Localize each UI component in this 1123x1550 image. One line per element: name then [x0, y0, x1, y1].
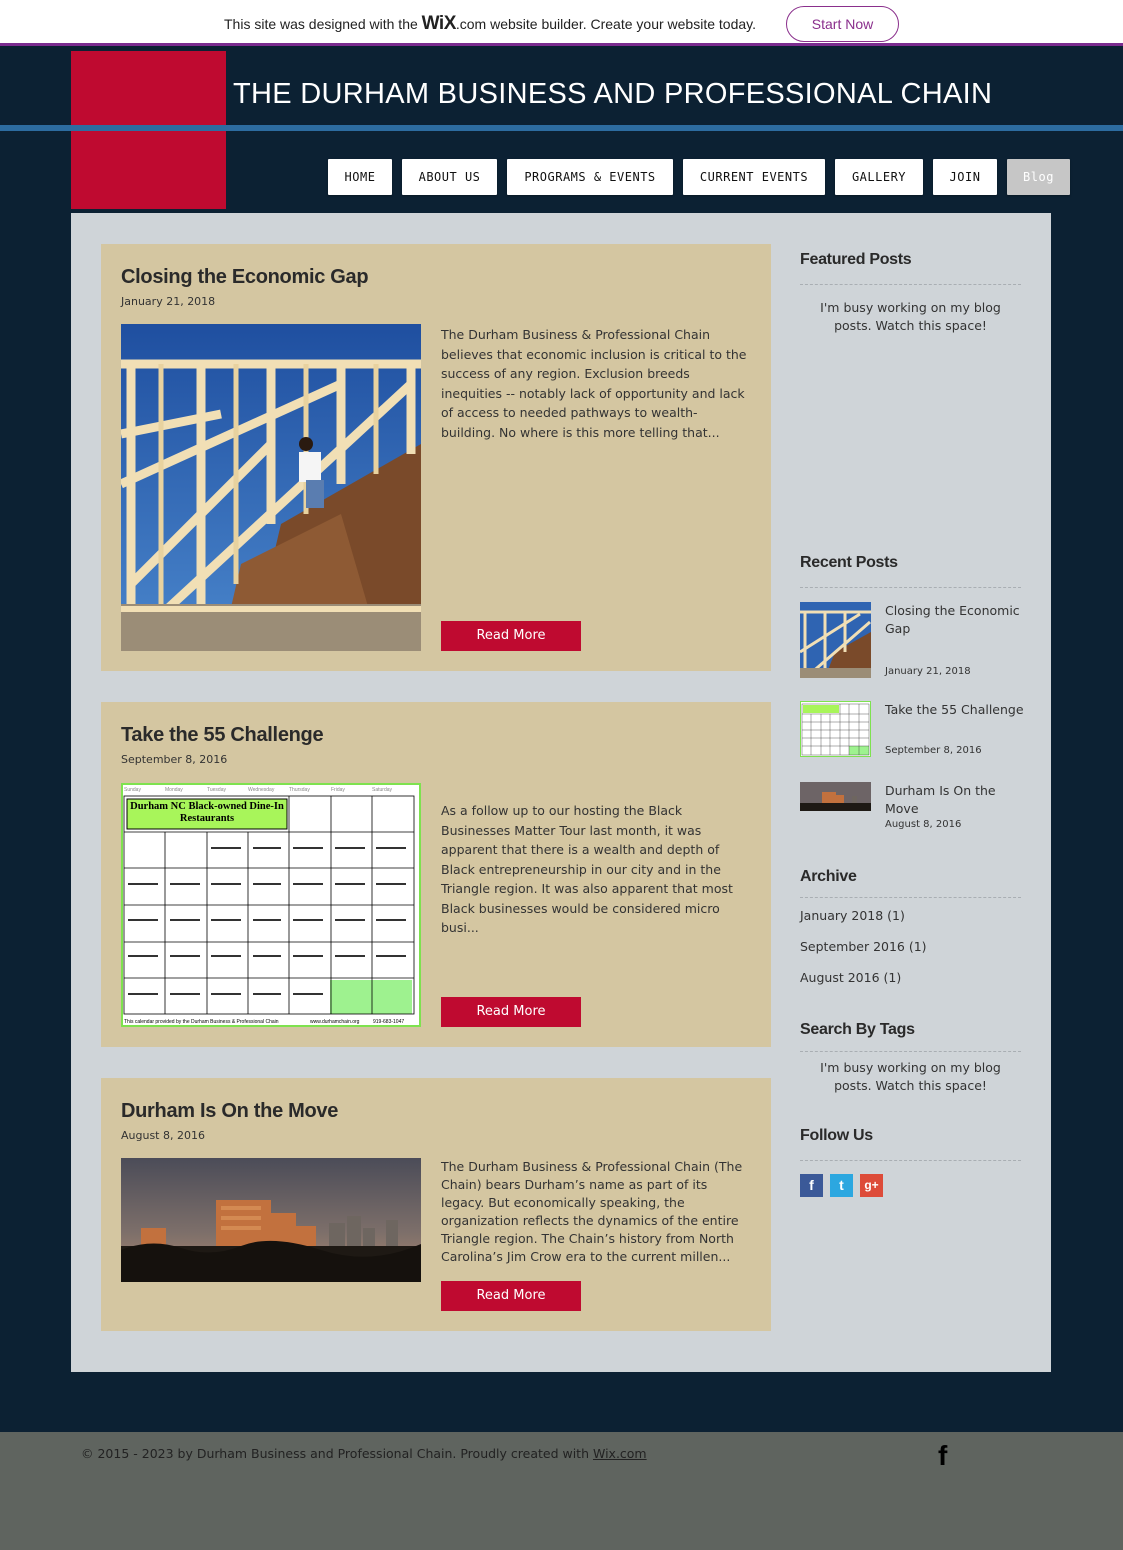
featured-posts-note: I'm busy working on my blog posts. Watch this space!: [820, 300, 1001, 333]
post-date: September 8, 2016: [121, 753, 228, 766]
wix-link[interactable]: Wix.com: [592, 1446, 647, 1461]
recent-post-item[interactable]: [800, 602, 1021, 678]
durham-skyline-thumb: [800, 782, 871, 811]
follow-us-heading: Follow Us: [800, 1127, 873, 1144]
nav-blog[interactable]: Blog: [1007, 159, 1070, 195]
header-rule: [0, 125, 1123, 131]
calendar-footer-phone: 919-683-1047: [373, 1019, 405, 1025]
recent-post-title[interactable]: Durham Is On the Move: [885, 783, 996, 816]
calendar-day-headers: [123, 785, 419, 795]
post-excerpt: As a follow up to our hosting the Black Businesses Matter Tour last month, it was apparent that there is a wealth and depth of Black entrepreneurship in our city and in the Triangle region. It was also apparent that most Black businesses would be considered micro busi...: [441, 803, 733, 935]
house-framing-thumb: [800, 602, 871, 678]
featured-posts-heading: Featured Posts: [800, 251, 912, 268]
blog-panel: [71, 213, 1051, 1372]
calendar-heading: Durham NC Black-owned Dine-In Restaurants: [130, 801, 284, 824]
durham-skyline-image: [121, 1158, 421, 1282]
calendar-footer: [123, 1017, 419, 1027]
divider: [800, 284, 1021, 285]
calendar-day: Tuesday: [207, 787, 226, 793]
wix-logo: WiX: [421, 13, 456, 34]
calendar-day: Monday: [165, 787, 183, 793]
calendar-day: Saturday: [372, 787, 393, 793]
nav-gallery[interactable]: GALLERY: [835, 159, 923, 195]
nav-join[interactable]: JOIN: [933, 159, 997, 195]
recent-posts-heading: Recent Posts: [800, 554, 898, 571]
post-image-durham-skyline[interactable]: [121, 1158, 421, 1282]
archive-heading: Archive: [800, 868, 857, 885]
recent-post-date: September 8, 2016: [885, 745, 982, 756]
recent-post-date: August 8, 2016: [885, 819, 962, 830]
divider: [800, 1051, 1021, 1052]
footer-copyright: [81, 1446, 647, 1461]
divider: [800, 1160, 1021, 1161]
divider: [800, 897, 1021, 898]
calendar-day: Sunday: [124, 787, 141, 793]
calendar-footer-credit: This calendar provided by the Durham Business & Professional Chain: [124, 1019, 279, 1025]
read-more-button[interactable]: Read More: [441, 621, 581, 651]
post-date: August 8, 2016: [121, 1129, 205, 1142]
archive-link[interactable]: January 2018 (1): [800, 908, 905, 923]
twitter-icon[interactable]: t: [830, 1174, 853, 1197]
post-card: [101, 1078, 771, 1331]
google-plus-icon[interactable]: g+: [860, 1174, 883, 1197]
nav-home[interactable]: HOME: [328, 159, 392, 195]
recent-post-thumb[interactable]: [800, 782, 871, 811]
calendar-grid: [123, 795, 419, 1017]
calendar-day: Thursday: [289, 787, 310, 793]
site-title[interactable]: THE DURHAM BUSINESS AND PROFESSIONAL CHAIN: [233, 78, 993, 110]
calendar-day: Wednesday: [248, 787, 275, 793]
read-more-button[interactable]: Read More: [441, 1281, 581, 1311]
nav-about-us[interactable]: ABOUT US: [402, 159, 497, 195]
footer: [0, 1432, 1123, 1550]
post-image-calendar[interactable]: [121, 783, 421, 1027]
post-card: [101, 702, 771, 1047]
nav-programs-events[interactable]: PROGRAMS & EVENTS: [507, 159, 673, 195]
recent-post-thumb[interactable]: [800, 602, 871, 678]
tags-note: I'm busy working on my blog posts. Watch this space!: [820, 1060, 1001, 1093]
archive-link[interactable]: September 2016 (1): [800, 939, 927, 954]
post-title[interactable]: Closing the Economic Gap: [121, 266, 369, 288]
recent-post-date: January 21, 2018: [885, 666, 971, 677]
divider: [800, 587, 1021, 588]
banner-text-after: .com website builder. Create your website today.: [455, 16, 756, 32]
wix-banner: [0, 0, 1123, 46]
search-by-tags-heading: Search By Tags: [800, 1021, 915, 1038]
recent-post-title[interactable]: Closing the Economic Gap: [885, 603, 1020, 636]
nav-current-events[interactable]: CURRENT EVENTS: [683, 159, 825, 195]
calendar-thumb: [801, 702, 870, 756]
post-title[interactable]: Take the 55 Challenge: [121, 724, 324, 746]
wix-banner-message: [224, 13, 756, 35]
calendar-day: Friday: [331, 787, 345, 793]
post-title[interactable]: Durham Is On the Move: [121, 1100, 339, 1122]
facebook-icon[interactable]: f: [800, 1174, 823, 1197]
recent-post-title[interactable]: Take the 55 Challenge: [885, 702, 1024, 717]
calendar-footer-url: www.durhamchain.org: [310, 1019, 360, 1025]
read-more-button[interactable]: Read More: [441, 997, 581, 1027]
recent-post-thumb[interactable]: [800, 701, 871, 757]
recent-post-item[interactable]: [800, 701, 1024, 757]
post-card: [101, 244, 771, 671]
archive-link[interactable]: August 2016 (1): [800, 970, 902, 985]
start-now-button[interactable]: Start Now: [786, 6, 899, 42]
copyright-text: © 2015 - 2023 by Durham Business and Professional Chain. Proudly created with: [81, 1446, 593, 1461]
post-excerpt: The Durham Business & Professional Chain believes that economic inclusion is critical to the success of any region. Exclusion breeds inequities -- notably lack of opportunity and lack of access to needed pathways to wealth-building. No where is this more telling that...: [441, 327, 747, 440]
post-date: January 21, 2018: [121, 295, 216, 308]
house-framing-image: [121, 324, 421, 651]
post-image-house-framing[interactable]: [121, 324, 421, 651]
banner-text: This site was designed with the: [224, 16, 422, 32]
footer-facebook-icon[interactable]: f: [938, 1440, 948, 1471]
post-excerpt: The Durham Business & Professional Chain (The Chain) bears Durham’s name as part of its legacy. But economically speaking, the organization reflects the dynamics of the entire Triangle region. The Chain’s history from North Carolina’s Jim Crow era to the current millen...: [441, 1159, 743, 1264]
recent-post-item[interactable]: [800, 782, 1021, 832]
